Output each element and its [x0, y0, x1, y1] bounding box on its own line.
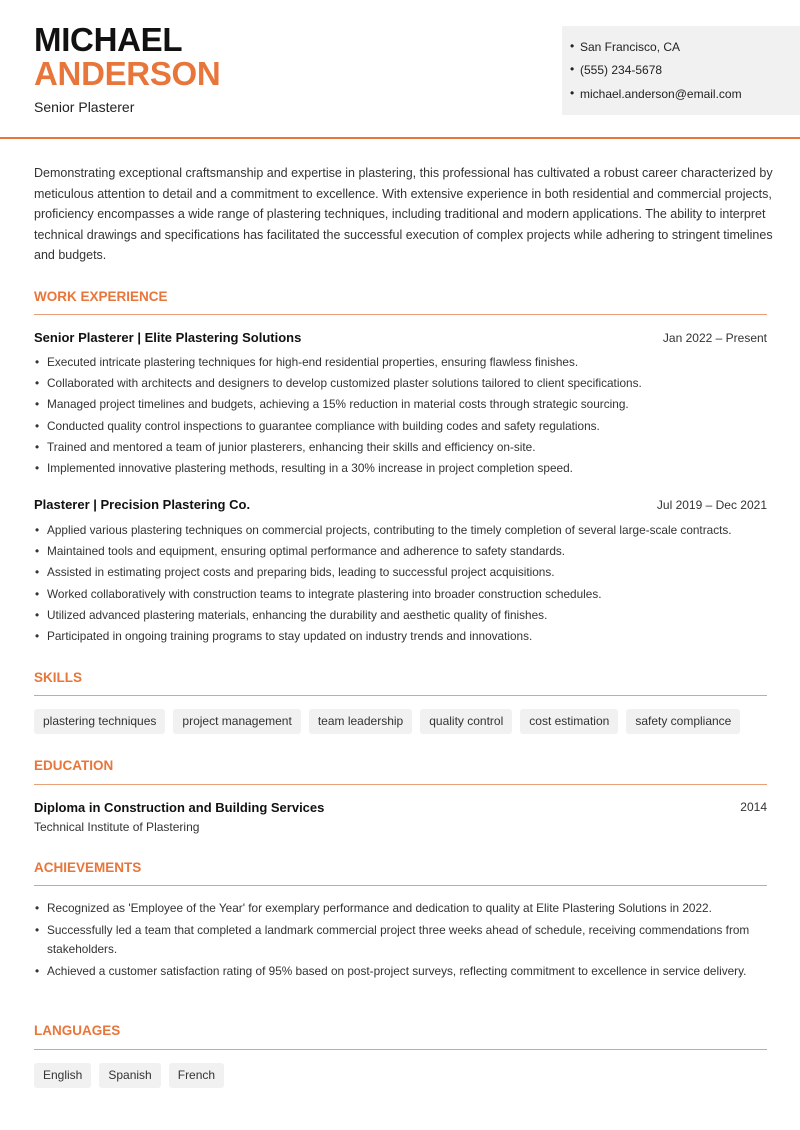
- list-item: • Conducted quality control inspections to guarantee compliance with building codes and safety regulations.: [34, 416, 769, 437]
- job-dates-2: Jul 2019 – Dec 2021: [656, 498, 767, 512]
- section-divider: [34, 1049, 767, 1050]
- achievements-list: [34, 899, 769, 984]
- skill-tag: safety compliance: [626, 709, 740, 734]
- resume-header: [0, 0, 800, 139]
- list-item: • Utilized advanced plastering materials, enhancing the durability and aesthetic quality of finishes.: [34, 605, 769, 626]
- list-item: • Successfully led a team that completed a landmark commercial project three weeks ahead of schedule, receiving commendations from stakeholders.: [34, 921, 769, 959]
- skill-tag: plastering techniques: [34, 709, 165, 734]
- section-divider: [34, 885, 767, 886]
- list-item: • Trained and mentored a team of junior plasterers, enhancing their skills and efficiency on-site.: [34, 437, 769, 458]
- skill-tag: project management: [173, 709, 300, 734]
- list-item: • Achieved a customer satisfaction rating of 95% based on post-project surveys, reflecting commitment to excellence in service delivery.: [34, 962, 769, 981]
- contact-location: • San Francisco, CA: [580, 40, 680, 54]
- job-title: Senior Plasterer: [34, 99, 135, 115]
- job-title-1: Senior Plasterer | Elite Plastering Solutions: [34, 330, 302, 345]
- section-title-education: EDUCATION: [34, 758, 114, 773]
- list-item: • Worked collaboratively with construction teams to integrate plastering into broader construction schedules.: [34, 584, 769, 605]
- skill-tag: team leadership: [309, 709, 412, 734]
- skills-tags: [34, 709, 740, 734]
- section-title-achievements: ACHIEVEMENTS: [34, 860, 142, 875]
- job-bullets-2: [34, 520, 769, 647]
- list-item: • Managed project timelines and budgets, achieving a 15% reduction in material costs through strategic sourcing.: [34, 394, 769, 415]
- skill-tag: cost estimation: [520, 709, 618, 734]
- contact-box: [562, 26, 800, 115]
- summary-paragraph: Demonstrating exceptional craftsmanship and expertise in plastering, this professional has cultivated a robust career characterized by meticulous attention to detail and a commitment to excellence. With extensive experience in both residential and commercial projects, proficiency encompasses a wide range of plastering techniques, including traditional and modern applications. The ability to interpret technical drawings and specifications has facilitated the successful execution of complex projects while adhering to stringent timelines and budgets.: [34, 166, 773, 262]
- contact-email: • michael.anderson@email.com: [580, 87, 742, 101]
- job-title-2: Plasterer | Precision Plastering Co.: [34, 497, 251, 512]
- education-school: Technical Institute of Plastering: [34, 820, 200, 834]
- list-item: • Maintained tools and equipment, ensuring optimal performance and adherence to safety standards.: [34, 541, 769, 562]
- job-bullets-1: [34, 352, 769, 479]
- languages-tags: [34, 1063, 224, 1088]
- language-tag: French: [169, 1063, 224, 1088]
- language-tag: Spanish: [99, 1063, 160, 1088]
- last-name: ANDERSON: [34, 55, 221, 92]
- first-name: MICHAEL: [34, 21, 183, 58]
- section-divider: [34, 695, 767, 696]
- section-title-languages: LANGUAGES: [34, 1023, 121, 1038]
- list-item: • Assisted in estimating project costs and preparing bids, leading to successful project acquisitions.: [34, 562, 769, 583]
- list-item: • Participated in ongoing training programs to stay updated on industry trends and innovations.: [34, 626, 769, 647]
- contact-phone: • (555) 234-5678: [580, 63, 662, 77]
- skill-tag: quality control: [420, 709, 512, 734]
- language-tag: English: [34, 1063, 91, 1088]
- section-divider: [34, 314, 767, 315]
- list-item: • Recognized as 'Employee of the Year' for exemplary performance and dedication to quality at Elite Plastering Solutions in 2022.: [34, 899, 769, 918]
- education-year: 2014: [740, 800, 767, 814]
- list-item: • Implemented innovative plastering methods, resulting in a 30% increase in project completion speed.: [34, 458, 769, 479]
- section-title-skills: SKILLS: [34, 670, 83, 685]
- section-divider: [34, 784, 767, 785]
- section-title-work: WORK EXPERIENCE: [34, 289, 168, 304]
- list-item: • Executed intricate plastering techniques for high-end residential properties, ensuring flawless finishes.: [34, 352, 769, 373]
- education-degree: Diploma in Construction and Building Services: [34, 800, 325, 815]
- job-dates-1: Jan 2022 – Present: [662, 331, 767, 345]
- list-item: • Collaborated with architects and designers to develop customized plaster solutions tailored to client specifications.: [34, 373, 769, 394]
- list-item: • Applied various plastering techniques on commercial projects, contributing to the timely completion of several large-scale contracts.: [34, 520, 769, 541]
